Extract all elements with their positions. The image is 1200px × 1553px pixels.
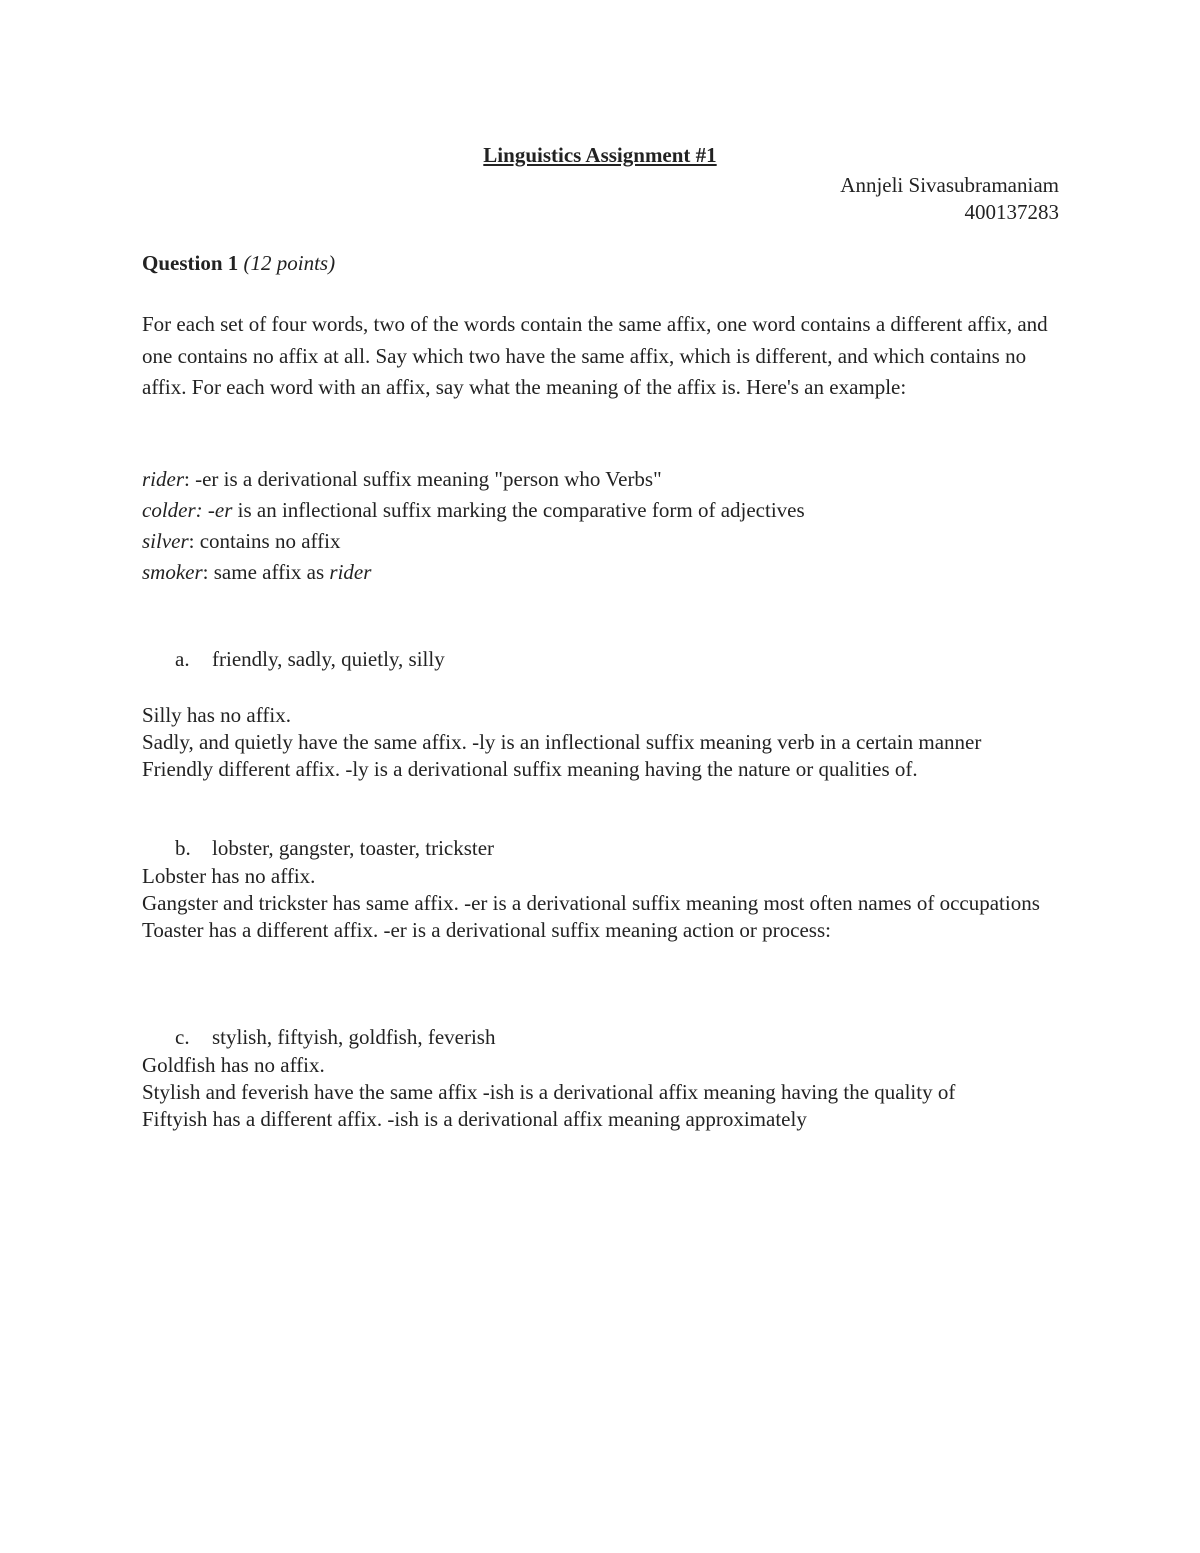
answer-line: Fiftyish has a different affix. -ish is a derivational affix meaning approximately [142,1107,807,1131]
example-line [142,526,1062,557]
answer-line: Stylish and feverish have the same affix -ish is a derivational affix meaning having the quality of [142,1080,956,1104]
student-id: 400137283 [964,200,1059,224]
item-b-answers [142,863,1067,944]
answer-line: Gangster and trickster has same affix. -er is a derivational suffix meaning most often names of occupations [142,891,1040,915]
example-term: colder: -er [142,498,233,522]
example-term: rider [142,467,184,491]
item-c-words [175,1025,495,1050]
example-text: : -er is a derivational suffix meaning "person who Verbs" [184,467,662,491]
example-term: smoker [142,560,203,584]
item-a-words [175,647,445,672]
example-text: : same affix as [202,560,330,584]
example-line [142,557,1062,588]
question-heading [142,251,335,276]
document-title: Linguistics Assignment #1 [483,143,717,167]
example-term: rider [329,560,372,584]
item-c-answers [142,1052,1067,1133]
example-line [142,464,1062,495]
question-label: Question 1 [142,251,239,275]
example-block [142,464,1062,588]
item-letter: b. [175,836,191,860]
question-instructions: For each set of four words, two of the words contain the same affix, one word contains a different affix, and one contains no affix at all. Say which two have the same affix, which is different, and which contains no affix. For each word with an affix, say what the meaning of the affix is. Here's an example: [142,312,1048,399]
item-b-words [175,836,494,861]
answer-line: Toaster has a different affix. -er is a derivational suffix meaning action or process: [142,918,831,942]
answer-line: Friendly different affix. -ly is a derivational suffix meaning having the nature or qualities of. [142,757,918,781]
item-words: lobster, gangster, toaster, trickster [212,836,495,860]
answer-line: Silly has no affix. [142,703,291,727]
answer-line: Goldfish has no affix. [142,1053,325,1077]
item-a-answers [142,702,1067,783]
item-words: friendly, sadly, quietly, silly [212,647,445,671]
item-words: stylish, fiftyish, goldfish, feverish [212,1025,496,1049]
answer-line: Sadly, and quietly have the same affix. -ly is an inflectional suffix meaning verb in a certain manner [142,730,982,754]
example-line [142,495,1062,526]
example-text: : contains no affix [188,529,341,553]
question-points: (12 points) [243,251,336,275]
author-name: Annjeli Sivasubramaniam [840,173,1059,197]
answer-line: Lobster has no affix. [142,864,316,888]
example-text: is an inflectional suffix marking the comparative form of adjectives [232,498,805,522]
item-letter: c. [175,1025,190,1049]
item-letter: a. [175,647,190,671]
author-block [840,172,1059,226]
example-term: silver [142,529,189,553]
